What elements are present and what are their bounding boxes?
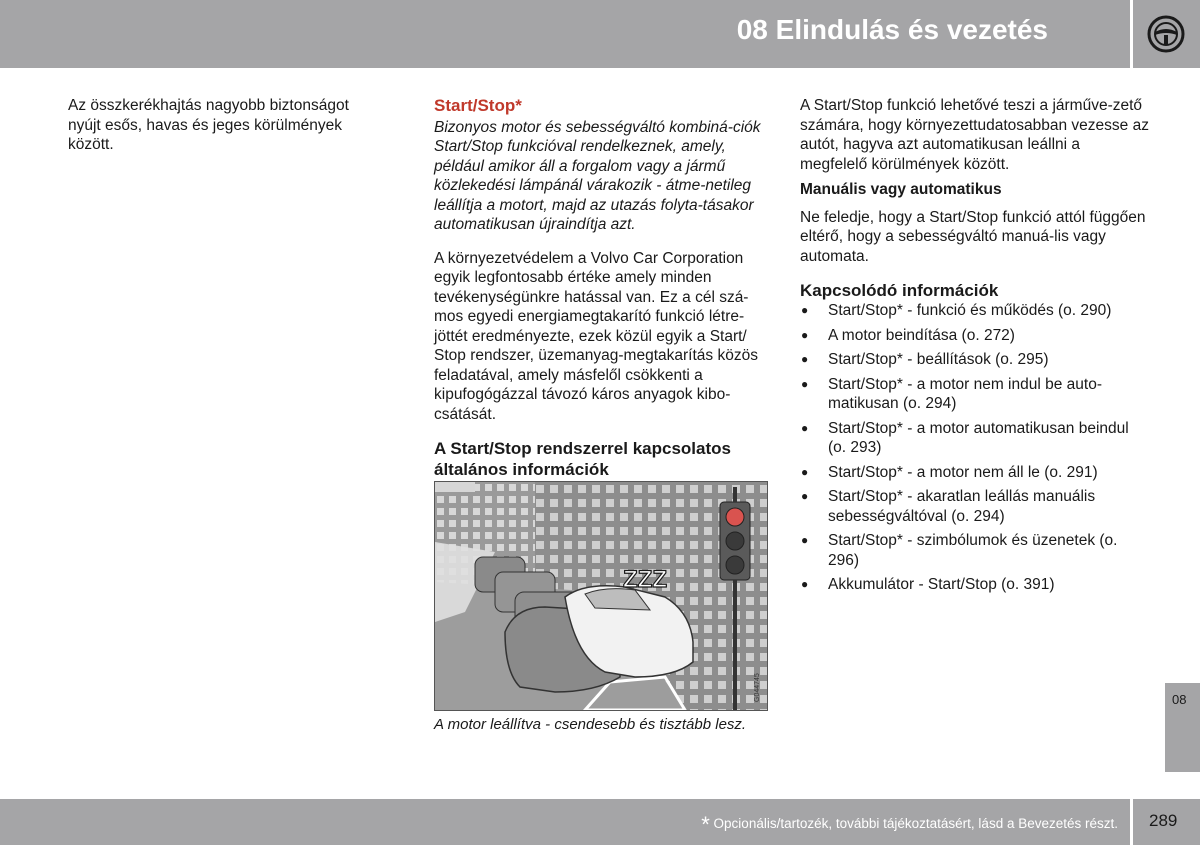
column-1 [68, 96, 378, 155]
related-item[interactable]: ● Start/Stop* - a motor automatikusan beindul (o. 293) [800, 419, 1150, 458]
optional-footnote [701, 812, 1118, 838]
related-item[interactable]: ● Start/Stop* - beállítások (o. 295) [800, 350, 1150, 370]
related-item[interactable]: ● Akkumulátor - Start/Stop (o. 391) [800, 575, 1150, 595]
related-item[interactable]: ● A motor beindítása (o. 272) [800, 326, 1150, 346]
general-info-heading: A Start/Stop rendszerrel kapcsolatos általános információk [434, 439, 731, 479]
related-info-list [800, 301, 1150, 595]
chapter-title: 08 Elindulás és vezetés [736, 14, 1048, 45]
awd-paragraph: Az összkerékhajtás nagyobb biztonságot nyújt esős, havas és jeges körülmények között. [68, 97, 349, 153]
function-intro: A Start/Stop funkció lehetővé teszi a járműve-zető számára, hogy környezettudatosabban vezesse az autót, hagyva azt automatikusan leállni a megfelelő körülmények között. [800, 97, 1149, 173]
start-stop-illustration [434, 481, 768, 711]
page-number-box [1133, 799, 1200, 845]
chapter-side-tab [1165, 683, 1200, 772]
footnote-text: Opcionális/tartozék, további tájékoztatásért, lásd a Bevezetés részt. [713, 816, 1118, 831]
environment-paragraph: A környezetvédelem a Volvo Car Corporation egyik legfontosabb értéke amely minden tevékenységünkre hatással van. Ez a cél szá-mos egyedi energiamegtakarító funkció létre-jöttét eredményezte, ezek közül egyik a Start/ Stop rendszer, üzemanyag-megtakarítás közös feladatával, amely másfelől csökkenti a kipufogógázzal távozó káros anyagok kibo-csátását. [434, 249, 758, 423]
start-stop-heading: Start/Stop* [434, 96, 522, 115]
page-header [0, 0, 1130, 68]
steering-wheel-icon [1146, 14, 1186, 54]
manual-auto-heading: Manuális vagy automatikus [800, 181, 1002, 198]
snore-text: ZZZ [623, 566, 667, 593]
manual-auto-text: Ne feledje, hogy a Start/Stop funkció attól függően eltérő, hogy a sebességváltó manuá-lis vagy automata. [800, 208, 1146, 265]
start-stop-intro: Bizonyos motor és sebességváltó kombiná-ciók Start/Stop funkcióval rendelkeznek, amely, például amikor áll a forgalom vagy a jármű közlekedési lámpánál várakozik - átme-netileg leállítja a motort, majd az utazás folyta-tásakor automatikusan újraindítja azt. [434, 118, 761, 233]
related-item[interactable]: ● Start/Stop* - funkció és működés (o. 290) [800, 301, 1150, 321]
page-number: 289 [1149, 811, 1178, 830]
related-item[interactable]: ● Start/Stop* - a motor nem áll le (o. 291) [800, 463, 1150, 483]
related-info-heading: Kapcsolódó információk [800, 281, 999, 300]
related-item[interactable]: ● Start/Stop* - akaratlan leállás manuális sebességváltóval (o. 294) [800, 487, 1150, 526]
illustration-caption: A motor leállítva - csendesebb és tisztább lesz. [434, 716, 747, 733]
related-item[interactable]: ● Start/Stop* - a motor nem indul be auto-matikusan (o. 294) [800, 375, 1150, 414]
chapter-icon-box [1133, 0, 1200, 68]
illustration-code: G044745 [754, 673, 761, 702]
footnote-star: * [701, 812, 710, 837]
chapter-number: 08 [1172, 692, 1187, 707]
traffic-scene-graphic [435, 482, 767, 710]
column-2 [434, 96, 774, 480]
related-item[interactable]: ● Start/Stop* - szimbólumok és üzenetek (o. 296) [800, 531, 1150, 570]
page-footer [0, 799, 1130, 845]
column-3 [800, 96, 1150, 600]
